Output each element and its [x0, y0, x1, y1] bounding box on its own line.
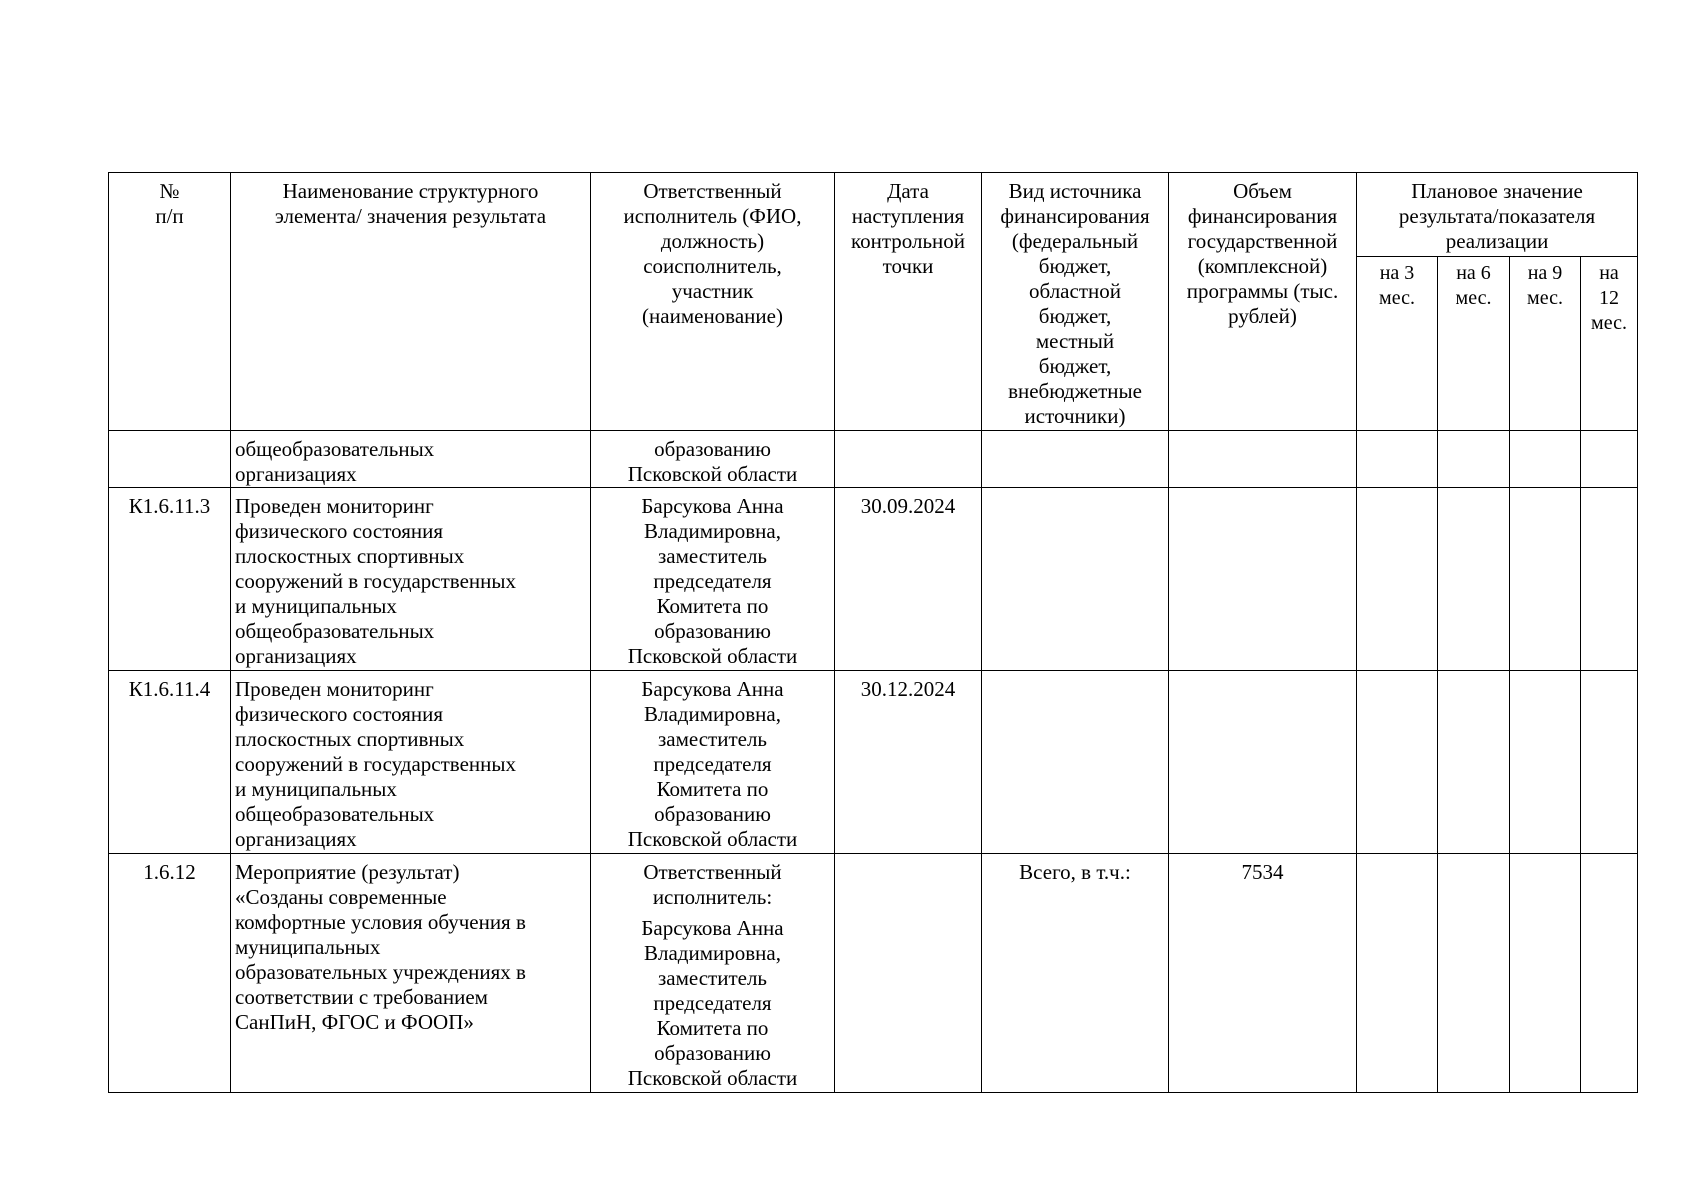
header-date: Дата наступления контрольной точки: [835, 173, 982, 431]
cell-plan-12: [1581, 854, 1638, 1093]
table-row: [109, 488, 1638, 671]
cell-date: 30.12.2024: [835, 671, 982, 854]
plan-table: [108, 172, 1638, 1093]
header-row-top: [109, 173, 1638, 257]
header-plan-9: на 9 мес.: [1510, 257, 1581, 431]
cell-date: [835, 431, 982, 488]
cell-plan-12: [1581, 488, 1638, 671]
header-num: № п/п: [109, 173, 231, 431]
header-plan-12: на 12 мес.: [1581, 257, 1638, 431]
cell-plan-9: [1510, 854, 1581, 1093]
cell-responsible: [591, 854, 835, 1093]
cell-plan-12: [1581, 431, 1638, 488]
cell-plan-3: [1357, 854, 1438, 1093]
cell-name: Проведен мониторинг физического состояния плоскостных спортивных сооружений в государственных и муниципальных общеобразовательных организациях: [231, 488, 591, 671]
table-row: [109, 854, 1638, 1093]
header-name: Наименование структурного элемента/ значения результата: [231, 173, 591, 431]
cell-responsible: образованию Псковской области: [591, 431, 835, 488]
cell-plan-6: [1438, 431, 1510, 488]
header-volume: Объем финансирования государственной (комплексной) программы (тыс. рублей): [1169, 173, 1357, 431]
cell-plan-9: [1510, 431, 1581, 488]
header-responsible: Ответственный исполнитель (ФИО, должность) соисполнитель, участник (наименование): [591, 173, 835, 431]
cell-plan-3: [1357, 671, 1438, 854]
header-plan-3: на 3 мес.: [1357, 257, 1438, 431]
cell-source: [982, 671, 1169, 854]
header-plan-6: на 6 мес.: [1438, 257, 1510, 431]
cell-source: [982, 431, 1169, 488]
cell-date: [835, 854, 982, 1093]
cell-plan-3: [1357, 431, 1438, 488]
cell-volume: [1169, 488, 1357, 671]
cell-plan-6: [1438, 671, 1510, 854]
cell-plan-9: [1510, 671, 1581, 854]
cell-name: общеобразовательных организациях: [231, 431, 591, 488]
cell-plan-6: [1438, 488, 1510, 671]
cell-name: Проведен мониторинг физического состояния плоскостных спортивных сооружений в государственных и муниципальных общеобразовательных организациях: [231, 671, 591, 854]
cell-date: 30.09.2024: [835, 488, 982, 671]
cell-plan-12: [1581, 671, 1638, 854]
cell-responsible: Барсукова Анна Владимировна, заместитель председателя Комитета по образованию Псковской области: [591, 671, 835, 854]
responsible-label: Ответственный исполнитель:: [643, 860, 782, 909]
responsible-person: Барсукова Анна Владимировна, заместитель председателя Комитета по образованию Псковской области: [627, 916, 798, 1090]
cell-plan-3: [1357, 488, 1438, 671]
cell-source: Всего, в т.ч.:: [982, 854, 1169, 1093]
cell-volume: [1169, 671, 1357, 854]
cell-plan-6: [1438, 854, 1510, 1093]
cell-responsible: Барсукова Анна Владимировна, заместитель председателя Комитета по образованию Псковской области: [591, 488, 835, 671]
cell-num: К1.6.11.3: [109, 488, 231, 671]
cell-plan-9: [1510, 488, 1581, 671]
table-row: [109, 431, 1638, 488]
table-row: [109, 671, 1638, 854]
cell-source: [982, 488, 1169, 671]
cell-num: К1.6.11.4: [109, 671, 231, 854]
cell-num: [109, 431, 231, 488]
cell-volume: 7534: [1169, 854, 1357, 1093]
cell-volume: [1169, 431, 1357, 488]
cell-num: 1.6.12: [109, 854, 231, 1093]
cell-name: Мероприятие (результат) «Созданы современные комфортные условия обучения в муниципальных образовательных учреждениях в соответствии с требованием СанПиН, ФГОС и ФООП»: [231, 854, 591, 1093]
header-source: Вид источника финансирования (федеральный бюджет, областной бюджет, местный бюджет, внебюджетные источники): [982, 173, 1169, 431]
header-plan: Плановое значение результата/показателя реализации: [1357, 173, 1638, 257]
